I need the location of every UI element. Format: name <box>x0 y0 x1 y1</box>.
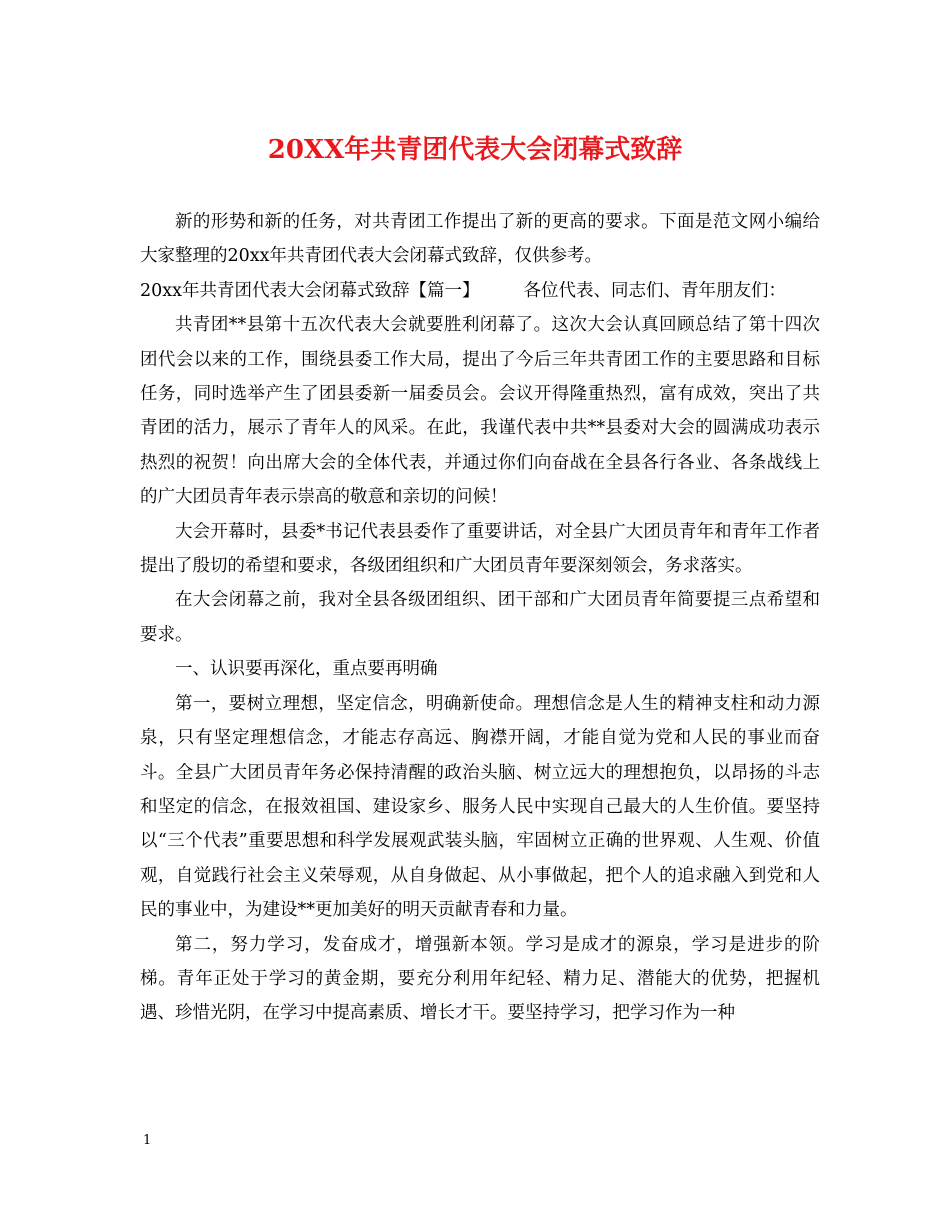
paragraph: 共青团**县第十五次代表大会就要胜利闭幕了。这次大会认真回顾总结了第十四次团代会以来的工作，围绕县委工作大局，提出了今后三年共青团工作的主要思路和目标任务，同时选举产生了团县委新一届委员会。会议开得隆重热烈，富有成效，突出了共青团的活力，展示了青年人的风采。在此，我谨代表中共**县委对大会的圆满成功表示热烈的祝贺！向出席大会的全体代表，并通过你们向奋战在全县各行各业、各条战线上的广大团员青年表示崇高的敬意和亲切的问候！ <box>140 315 820 508</box>
salutation: 各位代表、同志们、青年朋友们： <box>523 280 787 301</box>
page-number: 1 <box>143 1133 152 1148</box>
document-body <box>140 205 820 1031</box>
paragraph: 第一，要树立理想，坚定信念，明确新使命。理想信念是人生的精神支柱和动力源泉，只有坚定理想信念，才能志存高远、胸襟开阔，才能自觉为党和人民的事业而奋斗。全县广大团员青年务必保持清醒的政治头脑、树立远大的理想抱负，以昂扬的斗志和坚定的信念，在报效祖国、建设家乡、服务人民中实现自己最大的人生价值。要坚持以“三个代表”重要思想和科学发展观武装头脑，牢固树立正确的世界观、人生观、价值观，自觉践行社会主义荣辱观，从自身做起、从小事做起，把个人的追求融入到党和人民的事业中，为建设**更加美好的明天贡献青春和力量。 <box>140 693 820 921</box>
section-heading-line <box>140 274 820 308</box>
paragraph: 在大会闭幕之前，我对全县各级团组织、团干部和广大团员青年简要提三点希望和要求。 <box>140 590 820 645</box>
document-title: 20XX年共青团代表大会闭幕式致辞 <box>267 135 683 165</box>
subsection-heading: 一、认识要再深化，重点要再明确 <box>175 659 438 680</box>
paragraph: 第二，努力学习，发奋成才，增强新本领。学习是成才的源泉，学习是进步的阶梯。青年正处于学习的黄金期，要充分利用年纪轻、精力足、潜能大的优势，把握机遇、珍惜光阴，在学习中提高素质、增长才干。要坚持学习，把学习作为一种 <box>140 934 820 1024</box>
section-heading: 20xx年共青团代表大会闭幕式致辞【篇一】 <box>140 280 480 301</box>
paragraph: 大会开幕时，县委*书记代表县委作了重要讲话，对全县广大团员青年和青年工作者提出了殷切的希望和要求，各级团组织和广大团员青年要深刻领会，务求落实。 <box>140 521 820 577</box>
intro-paragraph: 新的形势和新的任务，对共青团工作提出了新的更高的要求。下面是范文网小编给大家整理的20xx年共青团代表大会闭幕式致辞，仅供参考。 <box>140 212 820 267</box>
